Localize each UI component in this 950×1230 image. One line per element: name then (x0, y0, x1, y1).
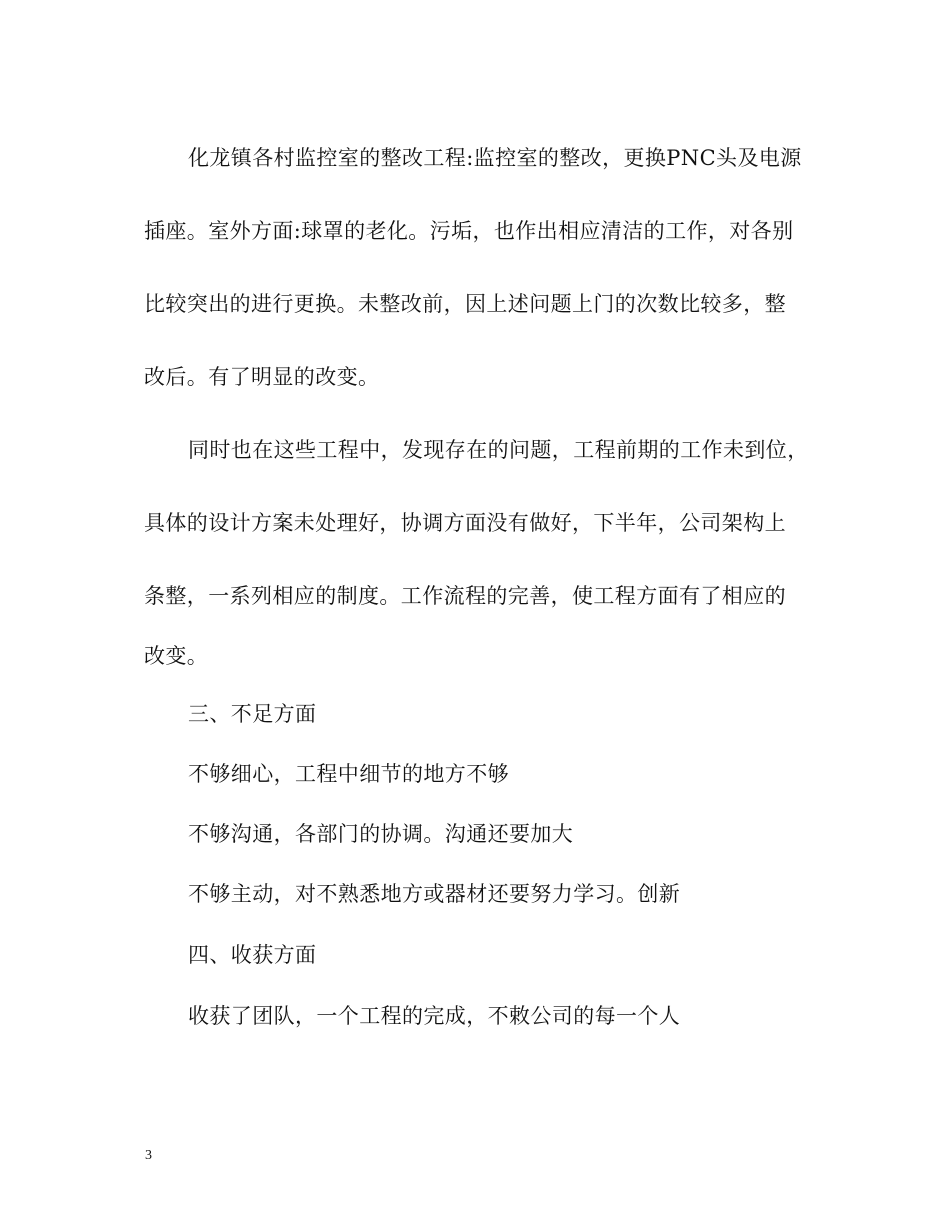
paragraph-line: 插座。室外方面:球罩的老化。污垢，也作出相应清洁的工作，对各别 (144, 219, 794, 243)
list-item: 不够沟通，各部门的协调。沟通还要加大 (188, 822, 574, 846)
paragraph-line: 收获了团队，一个工程的完成，不敕公司的每一个人 (188, 1004, 681, 1028)
paragraph-line: 改后。有了明显的改变。 (144, 365, 380, 389)
list-item: 不够主动，对不熟悉地方或器材还要努力学习。创新 (188, 882, 681, 906)
paragraph-line: 化龙镇各村监控室的整改工程:监控室的整改，更换PNC头及电源 (188, 146, 802, 170)
paragraph-line: 改变。 (144, 644, 209, 668)
list-item: 不够细心，工程中细节的地方不够 (188, 762, 509, 786)
section-heading: 三、不足方面 (188, 702, 317, 726)
paragraph-line: 具体的设计方案未处理好，协调方面没有做好，下半年，公司架构上 (144, 511, 786, 535)
section-heading: 四、收获方面 (188, 943, 317, 967)
paragraph-line: 比较突出的进行更换。未整改前，因上述问题上门的次数比较多，整 (144, 292, 786, 316)
paragraph-line: 同时也在这些工程中，发现存在的问题，工程前期的工作未到位， (188, 438, 809, 462)
paragraph-line: 条整，一系列相应的制度。工作流程的完善，使工程方面有了相应的 (144, 584, 786, 608)
page-number: 3 (145, 1148, 152, 1163)
